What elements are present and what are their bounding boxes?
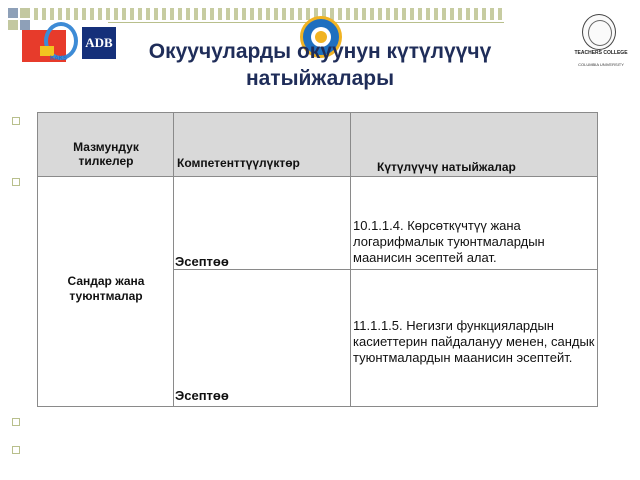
- table-border: [37, 406, 598, 407]
- teachers-college-sublabel: COLUMBIA UNIVERSITY: [578, 62, 624, 67]
- table-border: [37, 112, 38, 406]
- page-title: Окуучуларды окуунун күтүлүүчү натыйжалары: [148, 40, 492, 90]
- decor-square: [20, 8, 30, 18]
- column-header-content-strands: Мазмундук тилкелер: [73, 140, 139, 168]
- bullet-icon: [12, 117, 20, 125]
- table-border: [37, 112, 598, 113]
- teachers-college-label: TEACHERS COLLEGE: [574, 50, 628, 56]
- decor-square: [20, 20, 30, 30]
- table-row-outcome: 11.1.1.5. Негизги функциялардын касиеттерин пайдалануу менен, сандык туюнтмалардын маанисин эсептейт.: [353, 318, 595, 365]
- table-border: [37, 176, 598, 177]
- table-border: [597, 112, 598, 406]
- table-border: [350, 112, 351, 406]
- table-row-outcome: 10.1.1.4. Көрсөткүчтүү жана логарифмалык туюнтмалардын маанисин эсептей алат.: [353, 218, 545, 265]
- decor-square: [8, 8, 18, 18]
- table-border: [173, 112, 174, 406]
- seal-ring: [588, 20, 612, 46]
- kaks-logo-yellow-shape: [40, 46, 54, 56]
- teachers-college-seal-icon: [582, 14, 616, 50]
- adb-logo-text: ADB: [85, 35, 113, 50]
- table-row-competency: Эсептөө: [175, 388, 229, 403]
- decor-square: [8, 20, 18, 30]
- bullet-icon: [12, 178, 20, 186]
- bullet-icon: [12, 418, 20, 426]
- table-row-competency: Эсептөө: [175, 254, 229, 269]
- bullet-icon: [12, 446, 20, 454]
- kaks-logo-text: KAKS: [50, 56, 68, 62]
- column-header-competencies: Компетенттүүлүктөр: [177, 156, 300, 170]
- column-header-expected-results: Күтүлүүчү натыйжалар: [377, 160, 516, 174]
- decor-stripe-band: [34, 8, 504, 20]
- category-cell: Сандар жана туюнтмалар: [67, 274, 145, 303]
